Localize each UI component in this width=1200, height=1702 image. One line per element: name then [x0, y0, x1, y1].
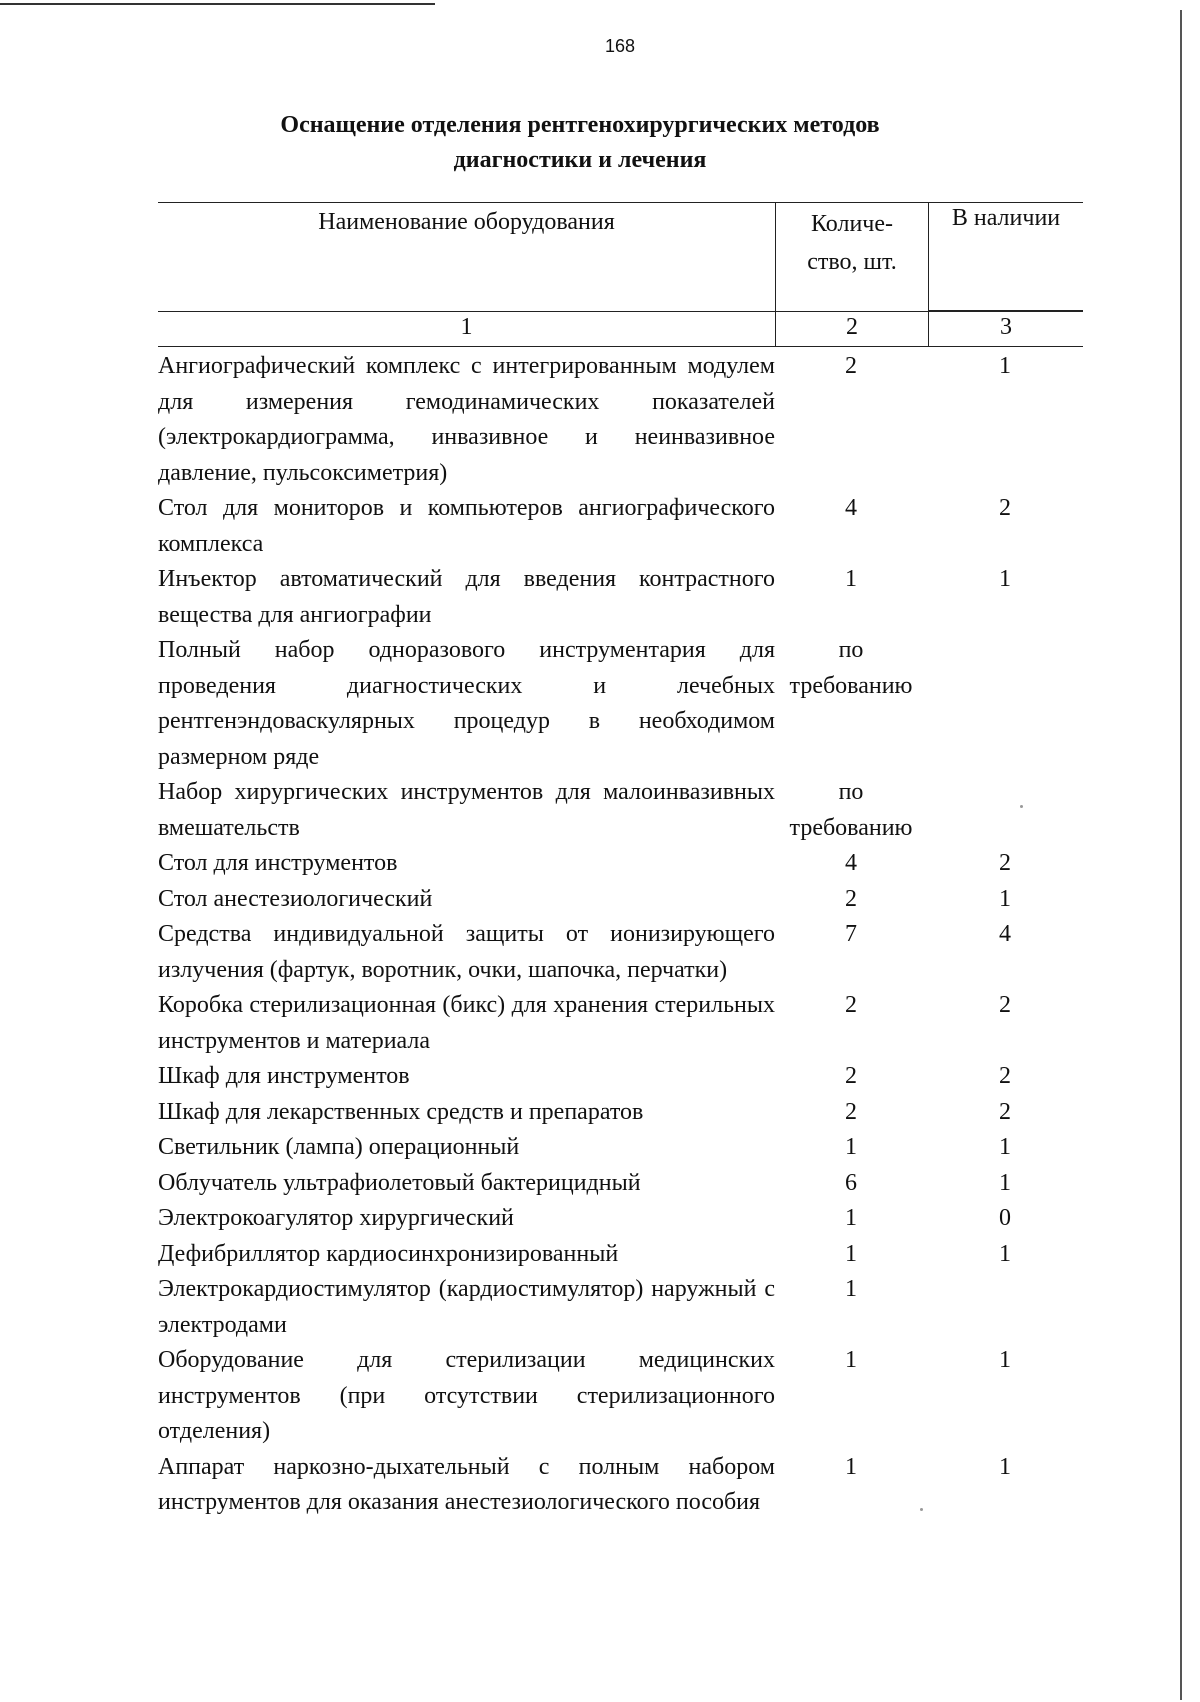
column-number: 1	[460, 314, 473, 340]
equipment-available: 2	[999, 495, 1011, 521]
table-row	[158, 1166, 1083, 1202]
equipment-available: 0	[999, 1205, 1011, 1231]
equipment-name: Стол для мониторов и компьютеров ангиографического комплекса	[158, 495, 775, 557]
table-row	[158, 1450, 1083, 1521]
equipment-name: Набор хирургических инструментов для малоинвазивных вмешательств	[158, 779, 775, 841]
equipment-quantity: 1	[845, 1347, 857, 1373]
header-name-cell	[158, 203, 775, 312]
table-row	[158, 1130, 1083, 1166]
equipment-name: Оборудование для стерилизации медицинских инструментов (при отсутствии стерилизационного отделения)	[158, 1347, 775, 1444]
equipment-name: Электрокоагулятор хирургический	[158, 1205, 514, 1231]
page-number: 168	[604, 36, 636, 56]
title-line: Оснащение отделения рентгенохирургических методов	[280, 112, 880, 138]
table-row	[158, 349, 1083, 491]
equipment-name: Коробка стерилизационная (бикс) для хранения стерильных инструментов и материала	[158, 992, 775, 1054]
table-row	[158, 775, 1083, 846]
equipment-available: 2	[999, 1063, 1011, 1089]
equipment-quantity: 2	[845, 353, 857, 379]
equipment-name: Дефибриллятор кардиосинхронизированный	[158, 1240, 619, 1267]
table-row	[158, 1237, 1083, 1273]
table-row	[158, 917, 1083, 988]
table-row	[158, 562, 1083, 633]
equipment-name: Инъектор автоматический для введения контрастного вещества для ангиографии	[158, 566, 775, 628]
table-row	[158, 1343, 1083, 1450]
equipment-name: Стол для инструментов	[158, 850, 398, 876]
scan-edge-line	[1180, 10, 1182, 1700]
equipment-name: Шкаф для инструментов	[158, 1063, 410, 1089]
equipment-table	[158, 202, 1083, 1521]
equipment-quantity: 1	[845, 1205, 857, 1231]
column-number: 3	[1000, 314, 1012, 340]
title-line: диагностики и лечения	[453, 147, 707, 173]
equipment-name: Облучатель ультрафиолетовый бактерицидный	[158, 1169, 641, 1196]
equipment-quantity: по требованию	[789, 779, 913, 841]
table-row	[158, 846, 1083, 882]
equipment-quantity: 2	[845, 992, 857, 1018]
header-qty-label: Количе-	[810, 211, 894, 237]
equipment-quantity: 1	[845, 1134, 857, 1160]
header-qty-cell	[775, 203, 929, 311]
equipment-available	[927, 1272, 1083, 1343]
equipment-available: 1	[999, 566, 1011, 592]
equipment-quantity: 7	[845, 921, 857, 947]
table-row	[158, 1201, 1083, 1237]
header-avail-label: В наличии	[951, 205, 1061, 231]
equipment-quantity: 4	[845, 850, 857, 876]
equipment-name: Полный набор одноразового инструментария для проведения диагностических и лечебных рентгенэндоваскулярных процедур в необходимом размерном ряде	[158, 637, 775, 770]
table-row	[158, 1059, 1083, 1095]
equipment-available	[927, 633, 1083, 775]
equipment-available: 2	[999, 850, 1011, 876]
header-avail-cell	[929, 203, 1083, 311]
equipment-available: 1	[999, 1169, 1011, 1196]
equipment-name: Светильник (лампа) операционный	[158, 1134, 520, 1160]
table-row	[158, 1272, 1083, 1343]
equipment-quantity: 2	[845, 1098, 857, 1125]
equipment-quantity: по требованию	[789, 637, 913, 699]
table-body	[158, 349, 1083, 1521]
equipment-name: Шкаф для лекарственных средств и препаратов	[158, 1098, 644, 1125]
equipment-available: 2	[999, 992, 1011, 1018]
equipment-name: Аппарат наркозно-дыхательный с полным набором инструментов для оказания анестезиологического пособия	[158, 1453, 775, 1515]
table-row	[158, 988, 1083, 1059]
equipment-name: Стол анестезиологический	[158, 885, 433, 912]
header-qty-label: ство, шт.	[807, 249, 897, 275]
equipment-name: Средства индивидуальной защиты от ионизирующего излучения (фартук, воротник, очки, шапочка, перчатки)	[158, 921, 775, 983]
table-row	[158, 633, 1083, 775]
equipment-quantity: 1	[845, 566, 857, 592]
equipment-quantity: 2	[845, 885, 857, 912]
table-header	[158, 202, 1083, 311]
equipment-available: 4	[999, 921, 1011, 947]
table-row	[158, 1095, 1083, 1131]
equipment-available: 1	[999, 1347, 1011, 1373]
equipment-quantity: 2	[845, 1063, 857, 1089]
equipment-quantity: 4	[845, 495, 857, 521]
scan-edge-line	[0, 3, 435, 5]
column-number: 2	[775, 311, 929, 346]
equipment-quantity: 1	[845, 1276, 857, 1302]
equipment-available: 1	[999, 1134, 1011, 1160]
equipment-available: 1	[999, 1240, 1011, 1267]
equipment-name: Электрокардиостимулятор (кардиостимулятор) наружный с электродами	[158, 1276, 775, 1338]
page-title	[160, 108, 1000, 178]
equipment-available: 2	[999, 1098, 1011, 1125]
table-row	[158, 491, 1083, 562]
equipment-quantity: 6	[845, 1169, 857, 1196]
table-row	[158, 882, 1083, 918]
equipment-quantity: 1	[845, 1453, 857, 1480]
equipment-available: 1	[999, 885, 1011, 912]
equipment-quantity: 1	[845, 1240, 857, 1267]
column-number-row	[158, 311, 1083, 347]
equipment-name: Ангиографический комплекс с интегрированным модулем для измерения гемодинамических показателей (электрокардиограмма, инвазивное и неинвазивное давление, пульсоксиметрия)	[158, 353, 775, 486]
equipment-available: 1	[999, 353, 1011, 379]
equipment-available: 1	[999, 1453, 1011, 1480]
header-name-label: Наименование оборудования	[318, 209, 615, 235]
equipment-available	[927, 775, 1083, 846]
